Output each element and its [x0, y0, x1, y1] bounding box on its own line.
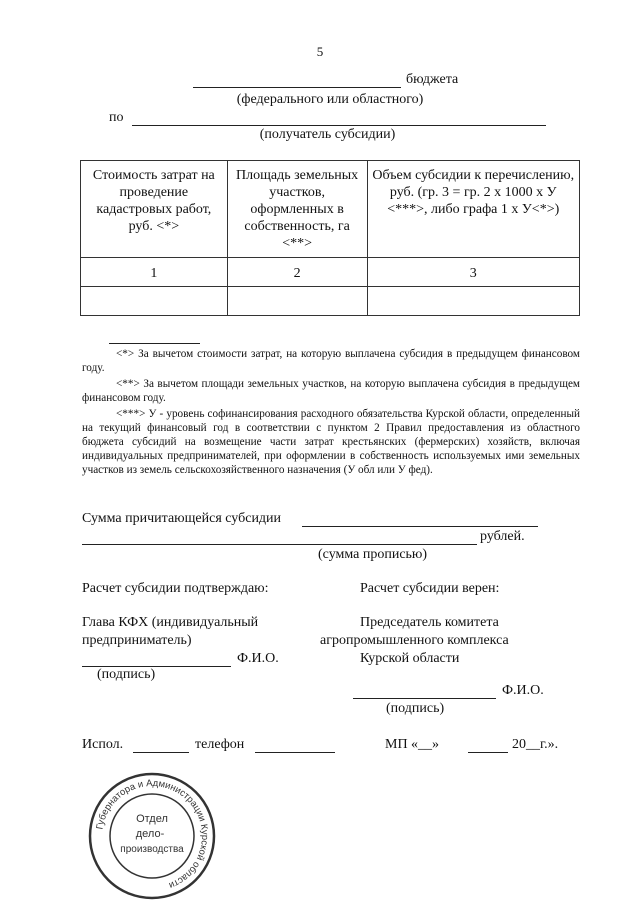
page-number: 5: [316, 44, 324, 59]
table-number-row: [81, 258, 580, 287]
month-blank-line: [468, 752, 508, 753]
right-signature-hint: (подпись): [386, 701, 445, 716]
budget-hint: (федерального или областного): [236, 92, 424, 107]
column-number: 3: [367, 258, 580, 287]
ispol-label: Испол.: [82, 737, 124, 752]
stamp-center-line-1: Отдел: [136, 813, 168, 825]
sum-label: Сумма причитающейся субсидии: [82, 511, 282, 526]
ispol-blank-line: [133, 752, 189, 753]
rubles-label: рублей.: [480, 529, 525, 544]
budget-blank-line: [193, 87, 401, 88]
right-fio: Ф.И.О.: [502, 683, 544, 698]
table-row: [81, 287, 580, 316]
budget-suffix: бюджета: [406, 72, 459, 87]
recipient-blank-line: [132, 125, 546, 126]
recipient-hint: (получатель субсидии): [259, 127, 396, 142]
footnote-3: <***> У - уровень софинансирования расходного обязательства Курской области, определенный на текущий финансовый год в соответствии с пунктом 2 Правил предоставления из областного бюджета субсидий на возмещение части затрат крестьянских (фермерских) хозяйств, включая индивидуальных предпринимателей, при оформлении в собственность используемых ими земельных участков из земель сельскохозяйственного назначения (У обл или У фед).: [82, 408, 580, 476]
header-volume: Объем субсидии к перечислению, руб. (гр. 3 = гр. 2 x 1000 x У <***>, либо графа 1 x У<*>): [367, 161, 580, 258]
table-cell: [227, 287, 367, 316]
left-title-2: предприниматель): [82, 633, 192, 648]
stamp-ring-text: Губернатора и Администрации Курской области: [94, 777, 211, 891]
mp-date-prefix: МП «__»: [385, 737, 440, 752]
po-label: по: [109, 110, 124, 125]
right-signature-line: [353, 698, 496, 699]
sum-blank-line: [302, 526, 538, 527]
telefon-label: телефон: [195, 737, 245, 752]
sum-words-line: [82, 544, 477, 545]
sum-hint: (сумма прописью): [318, 547, 428, 562]
right-confirm: Расчет субсидии верен:: [360, 581, 500, 596]
table-cell: [367, 287, 580, 316]
left-title-1: Глава КФХ (индивидуальный: [82, 615, 259, 630]
column-number: 2: [227, 258, 367, 287]
year-label: 20__г.».: [512, 737, 559, 752]
right-title-1: Председатель комитета: [360, 615, 499, 630]
left-confirm: Расчет субсидии подтверждаю:: [82, 581, 269, 596]
subsidy-table: [80, 160, 580, 316]
left-signature-hint: (подпись): [97, 667, 156, 682]
stamp-center-line-2: дело-: [135, 828, 165, 840]
header-cost: Стоимость затрат на проведение кадастровых работ, руб. <*>: [81, 161, 228, 258]
header-area: Площадь земельных участков, оформленных в собственность, га <**>: [227, 161, 367, 258]
right-title-3: Курской области: [360, 651, 460, 666]
table-cell: [81, 287, 228, 316]
stamp-center-line-3: производства: [120, 844, 184, 855]
telefon-blank-line: [255, 752, 335, 753]
footnote-1: <*> За вычетом стоимости затрат, на которую выплачена субсидия в предыдущем финансовом году.: [82, 348, 580, 374]
right-title-2: агропромышленного комплекса: [320, 633, 509, 648]
office-stamp: [86, 770, 218, 902]
footnote-2: <**> За вычетом площади земельных участков, на которую выплачена субсидия в предыдущем финансовом году.: [82, 378, 580, 404]
table-header-row: [81, 161, 580, 258]
column-number: 1: [81, 258, 228, 287]
footnote-separator: [109, 343, 200, 344]
left-fio: Ф.И.О.: [237, 651, 279, 666]
